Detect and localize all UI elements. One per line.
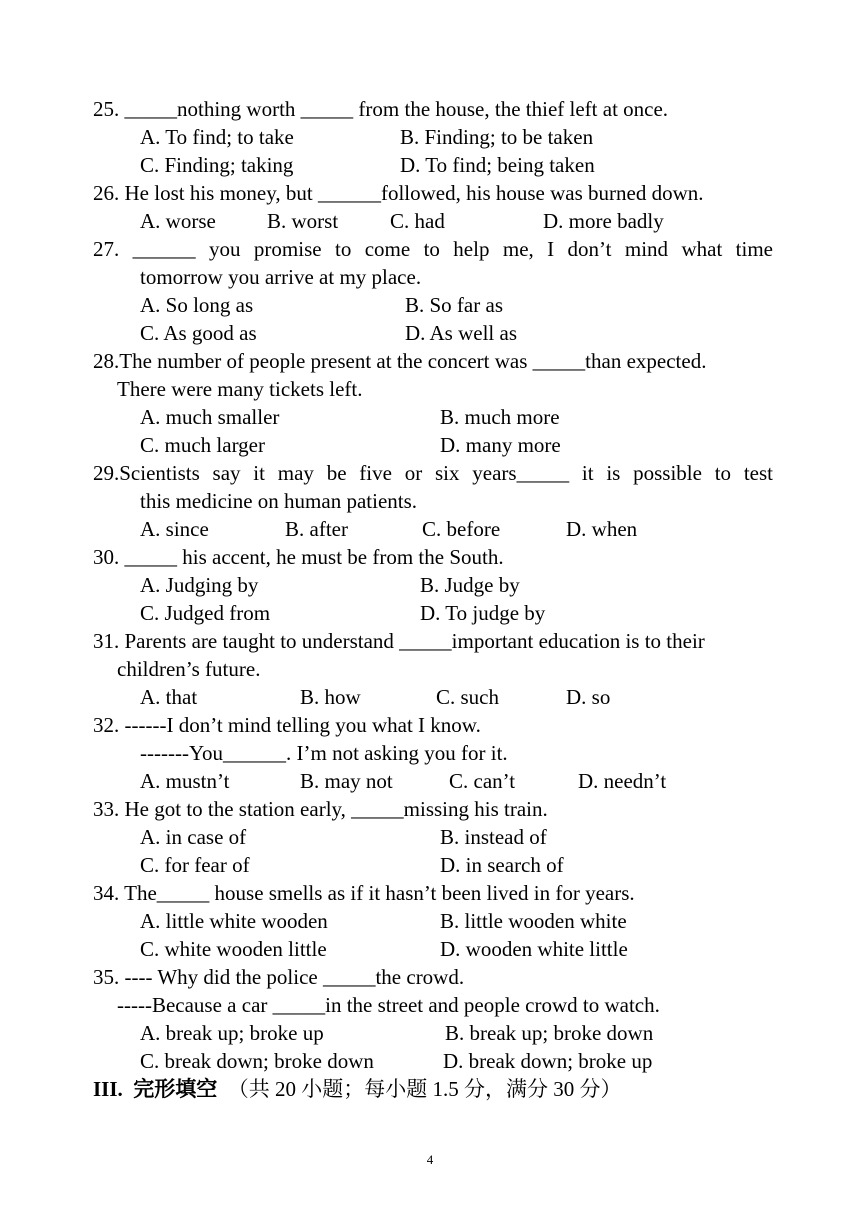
page-number: 4 [426,1152,434,1167]
option-d: D. so [566,685,611,709]
question-stem: 35. ---- Why did the police _____the crowd. [93,965,465,989]
option-c: C. can’t [449,769,516,793]
option-a: A. Judging by [140,573,259,597]
option-c: C. As good as [140,321,257,345]
question-continuation: tomorrow you arrive at my place. [140,265,422,289]
question-continuation: -----Because a car _____in the street and people crowd to watch. [117,993,660,1017]
option-d: D. break down; broke up [443,1049,653,1073]
section-number: III. [93,1077,123,1101]
option-c: C. such [436,685,499,709]
question-continuation: There were many tickets left. [117,377,363,401]
question-stem: 28.The number of people present at the concert was _____than expected. [93,349,707,373]
option-b: B. instead of [440,825,547,849]
question-stem: 30. _____ his accent, he must be from the South. [93,545,504,569]
question-stem: 26. He lost his money, but ______followed, his house was burned down. [93,181,704,205]
option-c: C. before [422,517,501,541]
option-a: A. much smaller [140,405,280,429]
option-c: C. break down; broke down [140,1049,374,1073]
option-a: A. little white wooden [140,909,328,933]
option-b: B. little wooden white [440,909,627,933]
option-a: A. So long as [140,293,254,317]
option-d: D. when [566,517,638,541]
option-b: B. break up; broke down [445,1021,654,1045]
option-c: C. for fear of [140,853,250,877]
option-b: B. may not [300,769,393,793]
question-stem: 33. He got to the station early, _____missing his train. [93,797,548,821]
question-stem: 32. ------I don’t mind telling you what I know. [93,713,481,737]
option-d: D. more badly [543,209,664,233]
section-heading [93,1075,622,1103]
question-stem: 29.Scientists say it may be five or six years_____ it is possible to test [93,461,773,485]
option-b: B. Finding; to be taken [400,125,594,149]
option-b: B. worst [267,209,339,233]
question-stem: 25. _____nothing worth _____ from the house, the thief left at once. [93,97,669,121]
option-d: D. As well as [405,321,517,345]
option-a: A. that [140,685,198,709]
option-b: B. after [285,517,348,541]
question-continuation: -------You______. I’m not asking you for it. [140,741,508,765]
question-continuation: children’s future. [117,657,261,681]
option-d: D. wooden white little [440,937,628,961]
option-c: C. Finding; taking [140,153,294,177]
option-b: B. how [300,685,361,709]
option-a: A. To find; to take [140,125,294,149]
option-a: A. in case of [140,825,247,849]
option-d: D. needn’t [578,769,667,793]
option-a: A. mustn’t [140,769,230,793]
option-c: C. white wooden little [140,937,327,961]
option-c: C. had [390,209,445,233]
option-d: D. To find; being taken [400,153,595,177]
question-stem: 27. ______ you promise to come to help me, I don’t mind what time [93,237,773,261]
option-d: D. in search of [440,853,564,877]
section-title: 完形填空 [133,1077,218,1101]
option-a: A. break up; broke up [140,1021,324,1045]
section-note: （共 20 小题；每小题 1.5 分，满分 30 分） [227,1077,622,1101]
question-stem: 31. Parents are taught to understand _____important education is to their [93,629,705,653]
option-d: D. To judge by [420,601,546,625]
question-stem: 34. The_____ house smells as if it hasn’t been lived in for years. [93,881,635,905]
option-b: B. much more [440,405,560,429]
option-d: D. many more [440,433,561,457]
option-a: A. since [140,517,209,541]
question-continuation: this medicine on human patients. [140,489,418,513]
option-a: A. worse [140,209,216,233]
option-b: B. So far as [405,293,503,317]
option-c: C. much larger [140,433,265,457]
option-b: B. Judge by [420,573,520,597]
option-c: C. Judged from [140,601,271,625]
